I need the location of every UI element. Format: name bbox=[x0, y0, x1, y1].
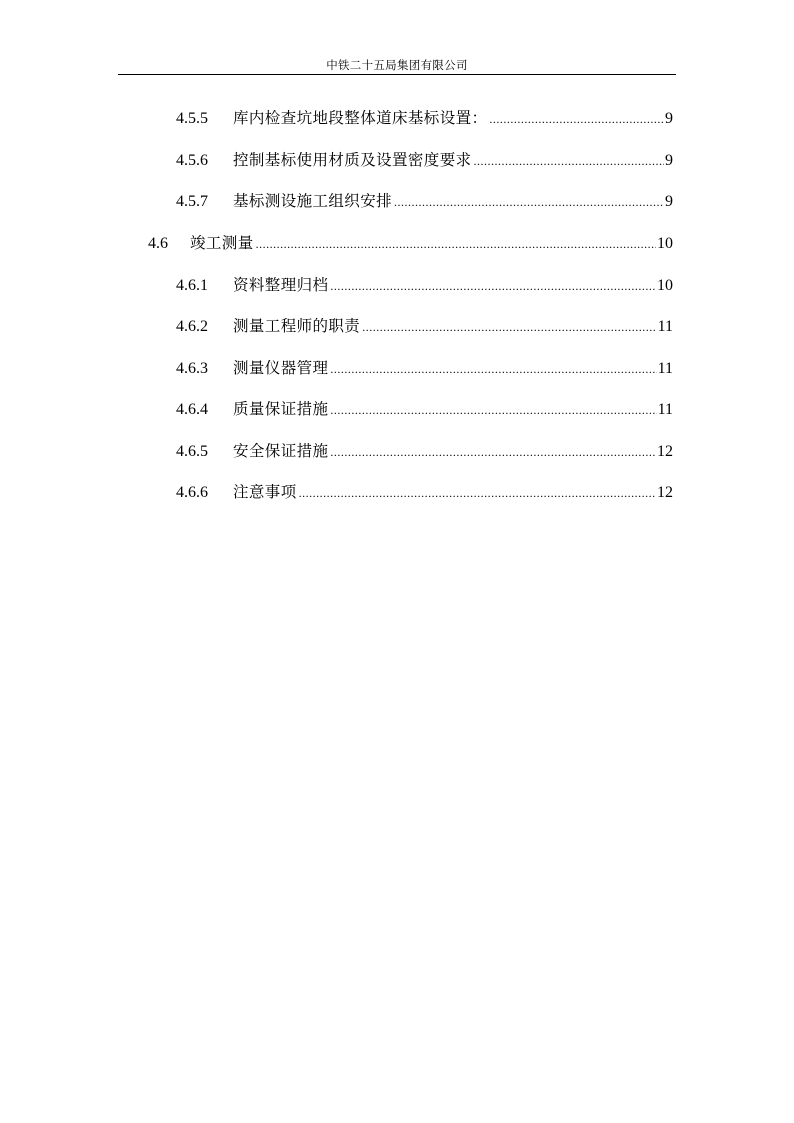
company-name: 中铁二十五局集团有限公司 bbox=[326, 58, 468, 72]
toc-dot-leader bbox=[330, 440, 656, 464]
toc-entry-page: 10 bbox=[657, 235, 673, 252]
toc-entry-number: 4.6.4 bbox=[176, 401, 208, 418]
toc-dot-leader bbox=[330, 357, 656, 381]
toc-entry-number: 4.6.1 bbox=[176, 277, 208, 294]
toc-entry-title: 库内检查坑地段整体道床基标设置： bbox=[233, 109, 488, 127]
toc-dot-leader bbox=[474, 149, 664, 173]
toc-dot-leader bbox=[394, 190, 664, 214]
toc-dot-leader bbox=[330, 274, 656, 298]
page-header bbox=[118, 54, 676, 75]
toc-dot-leader bbox=[330, 398, 656, 422]
toc-dot-leader bbox=[489, 107, 664, 131]
toc-dot-leader bbox=[256, 232, 656, 256]
toc-entry-number: 4.5.6 bbox=[176, 152, 208, 169]
toc-entry-page: 12 bbox=[657, 443, 673, 460]
toc-entry-number: 4.6.3 bbox=[176, 360, 208, 377]
toc-entry[interactable] bbox=[176, 106, 673, 130]
toc-entry-title: 基标测设施工组织安排 bbox=[233, 192, 393, 210]
toc-entry-number: 4.5.5 bbox=[176, 110, 208, 127]
toc-entry-title: 控制基标使用材质及设置密度要求 bbox=[233, 151, 472, 169]
toc-entry-title: 测量工程师的职责 bbox=[233, 317, 361, 335]
toc-entry-number: 4.6.2 bbox=[176, 318, 208, 335]
toc-entry[interactable] bbox=[176, 189, 673, 213]
toc-entry-title: 测量仪器管理 bbox=[233, 359, 329, 377]
toc-entry[interactable] bbox=[176, 439, 673, 463]
toc-entry-page: 9 bbox=[665, 110, 673, 127]
toc-entry[interactable] bbox=[148, 231, 673, 255]
toc-entry-title: 注意事项 bbox=[233, 483, 297, 501]
toc-entry[interactable] bbox=[176, 273, 673, 297]
toc-entry-title: 资料整理归档 bbox=[233, 276, 329, 294]
toc-entry-number: 4.5.7 bbox=[176, 193, 208, 210]
toc-entry-number: 4.6 bbox=[148, 235, 168, 252]
toc-entry-number: 4.6.5 bbox=[176, 443, 208, 460]
toc-entry-page: 12 bbox=[657, 484, 673, 501]
toc-entry-number: 4.6.6 bbox=[176, 484, 208, 501]
toc-entry[interactable] bbox=[176, 397, 673, 421]
toc-entry-page: 10 bbox=[657, 277, 673, 294]
toc-entry-page: 11 bbox=[657, 360, 673, 377]
toc-dot-leader bbox=[362, 315, 656, 339]
toc-entry-title: 安全保证措施 bbox=[233, 442, 329, 460]
toc-dot-leader bbox=[299, 481, 656, 505]
toc-entry-title: 竣工测量 bbox=[190, 234, 254, 252]
toc-entry[interactable] bbox=[176, 480, 673, 504]
toc-entry-page: 11 bbox=[657, 401, 673, 418]
toc-entry-page: 11 bbox=[657, 318, 673, 335]
toc-entry[interactable] bbox=[176, 314, 673, 338]
toc-entry[interactable] bbox=[176, 356, 673, 380]
toc-entry-page: 9 bbox=[665, 193, 673, 210]
toc-entry-page: 9 bbox=[665, 152, 673, 169]
toc-entry[interactable] bbox=[176, 148, 673, 172]
toc-entry-title: 质量保证措施 bbox=[233, 400, 329, 418]
